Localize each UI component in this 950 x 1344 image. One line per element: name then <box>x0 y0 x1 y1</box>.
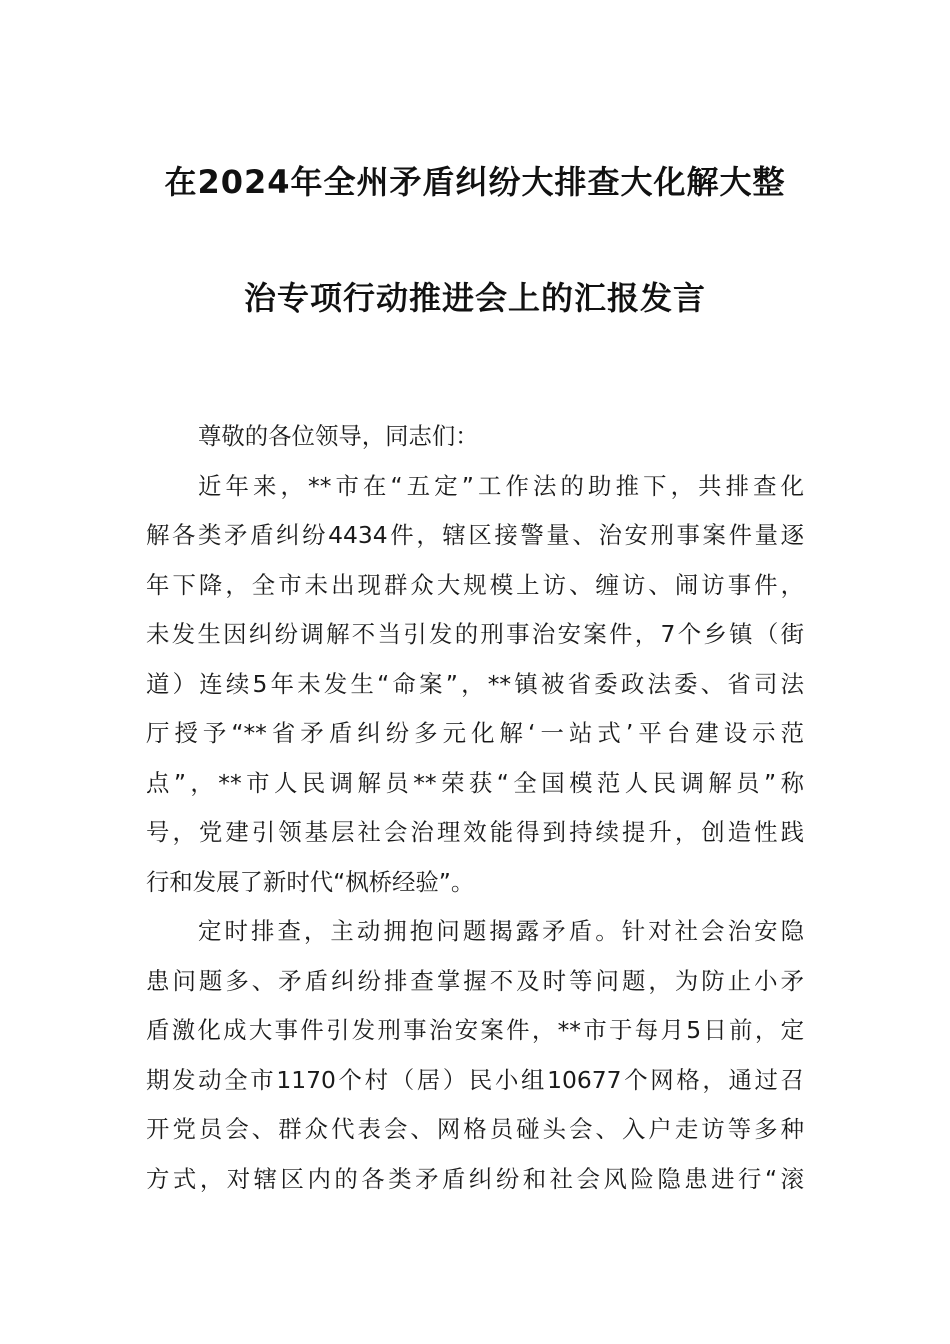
paragraph-1-line-3: 年下降，全市未出现群众大规模上访、缠访、闹访事件， <box>146 570 804 599</box>
paragraph-2-line-6: 方式，对辖区内的各类矛盾纠纷和社会风险隐患进行“滚 <box>146 1164 804 1193</box>
paragraph-2-line-1: 定时排查，主动拥抱问题揭露矛盾。针对社会治安隐 <box>198 917 804 945</box>
paragraph-1-line-7: 点”，**市人民调解员**荣获“全国模范人民调解员”称 <box>146 768 804 797</box>
paragraph-1-line-2: 解各类矛盾纠纷4434件，辖区接警量、治安刑事案件量逐 <box>146 521 804 549</box>
salutation: 尊敬的各位领导，同志们： <box>198 422 479 450</box>
paragraph-1-line-8: 号，党建引领基层社会治理效能得到持续提升，创造性践 <box>146 818 804 846</box>
paragraph-1-line-4: 未发生因纠纷调解不当引发的刑事治安案件，7个乡镇（街 <box>146 620 804 648</box>
document-body <box>146 412 804 1204</box>
paragraph-1-line-6: 厅授予“**省矛盾纠纷多元化解‘一站式’平台建设示范 <box>146 719 804 747</box>
paragraph-2-line-2: 患问题多、矛盾纠纷排查掌握不及时等问题，为防止小矛 <box>146 966 804 995</box>
paragraph-1-line-9: 行和发展了新时代“枫桥经验”。 <box>146 867 475 896</box>
paragraph-2-line-3: 盾激化成大事件引发刑事治安案件，**市于每月5日前，定 <box>146 1016 804 1044</box>
paragraph-1-line-1: 近年来，**市在“五定”工作法的助推下，共排查化 <box>198 471 804 500</box>
paragraph-2-line-5: 开党员会、群众代表会、网格员碰头会、入户走访等多种 <box>146 1115 804 1143</box>
document-title-line-1: 在2024年全州矛盾纠纷大排查大化解大整 <box>164 163 786 201</box>
paragraph-1-line-5: 道）连续5年未发生“命案”，**镇被省委政法委、省司法 <box>146 669 804 698</box>
document-title-line-2: 治专项行动推进会上的汇报发言 <box>243 279 706 317</box>
paragraph-2-line-4: 期发动全市1170个村（居）民小组10677个网格，通过召 <box>146 1065 804 1094</box>
